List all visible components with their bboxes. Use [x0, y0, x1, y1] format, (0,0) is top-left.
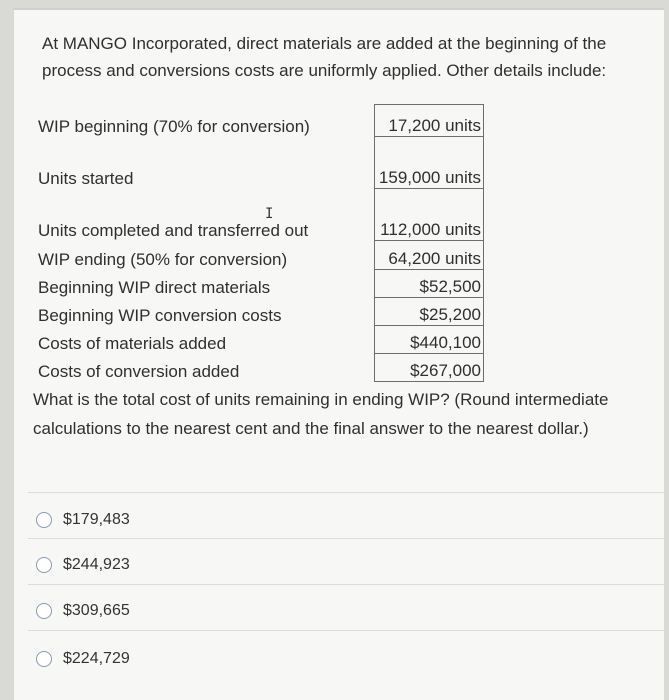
- row-value: $440,100: [375, 326, 484, 354]
- problem-intro: At MANGO Incorporated, direct materials are added at the beginning of the process and conversions costs are uniformly applied. Other details include:: [42, 34, 607, 80]
- answer-option[interactable]: [28, 498, 648, 542]
- answer-option[interactable]: [28, 637, 648, 681]
- row-label: Units started: [38, 168, 134, 188]
- table-row: [36, 189, 484, 241]
- row-label: Costs of conversion added: [38, 361, 240, 381]
- row-value: $25,200: [375, 298, 484, 326]
- option-label: $309,665: [63, 602, 130, 619]
- divider: [28, 538, 664, 539]
- radio-button[interactable]: [36, 512, 52, 528]
- radio-button[interactable]: [36, 651, 52, 667]
- option-label: $224,729: [63, 650, 130, 667]
- row-label: Costs of materials added: [38, 333, 227, 353]
- table-row: [36, 241, 484, 270]
- data-table: [36, 104, 484, 382]
- divider: [28, 492, 664, 493]
- text-cursor-icon: I: [265, 206, 274, 222]
- divider: [28, 630, 664, 631]
- row-value: 64,200 units: [375, 241, 484, 270]
- table-row: [36, 105, 484, 137]
- answer-option[interactable]: [28, 589, 648, 633]
- divider: [28, 584, 664, 585]
- answer-option[interactable]: [28, 543, 648, 587]
- table-row: [36, 298, 484, 326]
- table-row: [36, 270, 484, 298]
- row-value: 159,000 units: [375, 137, 484, 189]
- radio-button[interactable]: [36, 557, 52, 573]
- option-label: $179,483: [63, 511, 130, 528]
- row-value: $52,500: [375, 270, 484, 298]
- row-label: Beginning WIP direct materials: [38, 277, 271, 297]
- row-value: $267,000: [375, 354, 484, 382]
- row-label: Units completed and transferred out: [38, 220, 309, 240]
- row-value: 17,200 units: [375, 105, 484, 137]
- table-row: [36, 354, 484, 382]
- option-label: $244,923: [63, 556, 130, 573]
- row-label: Beginning WIP conversion costs: [38, 305, 282, 325]
- radio-button[interactable]: [36, 603, 52, 619]
- row-label: WIP beginning (70% for conversion): [38, 116, 310, 136]
- table-row: [36, 137, 484, 189]
- question-text: What is the total cost of units remaining in ending WIP? (Round intermediate calculations to the nearest cent and the final answer to the nearest dollar.): [33, 390, 609, 438]
- row-value: 112,000 units: [375, 189, 484, 241]
- row-label: WIP ending (50% for conversion): [38, 249, 288, 269]
- table-row: [36, 326, 484, 354]
- top-divider: [14, 8, 664, 10]
